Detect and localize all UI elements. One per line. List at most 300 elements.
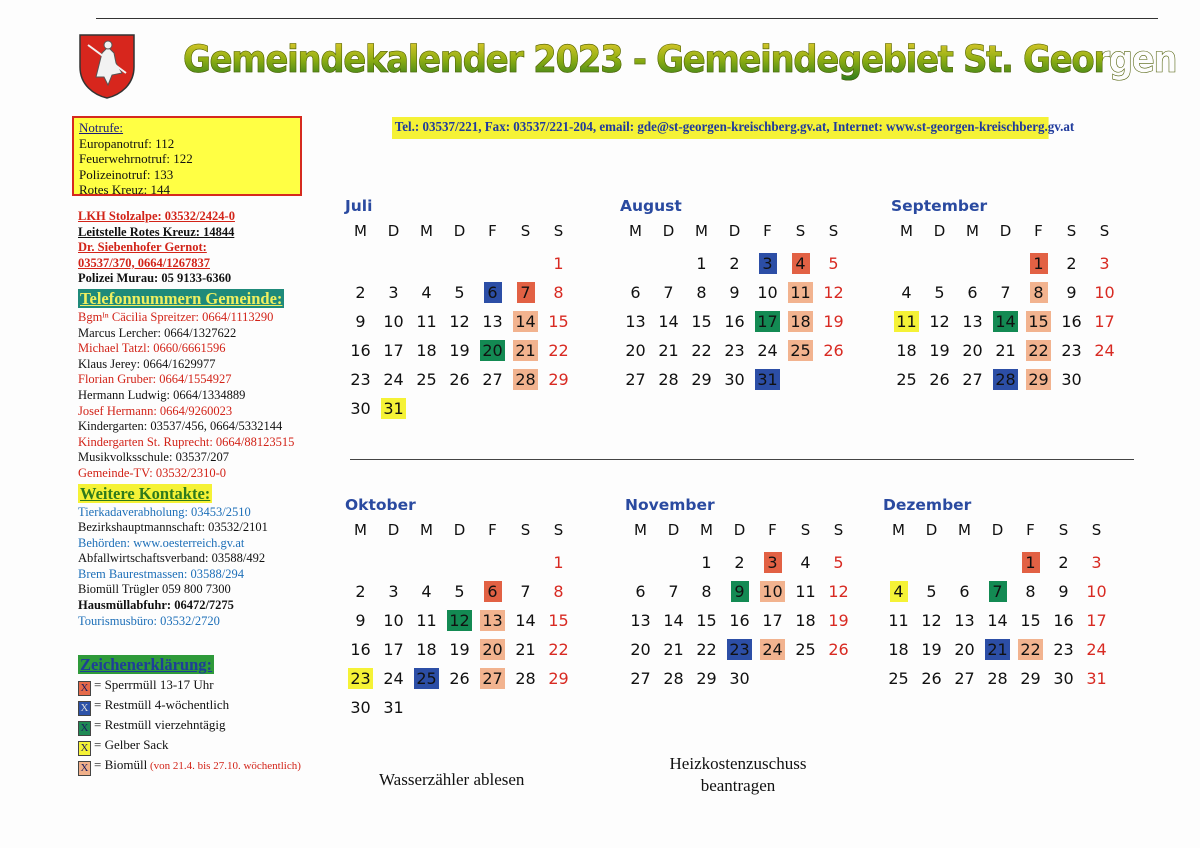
day-cell xyxy=(690,577,723,606)
day-number: 2 xyxy=(1058,553,1069,572)
day-number: 31 xyxy=(383,399,404,418)
page-title: Gemeindekalender 2023 - Gemeindegebiet St. Georgen xyxy=(183,38,1177,81)
day-number: 16 xyxy=(350,341,371,360)
day-number: 28 xyxy=(663,669,684,688)
day-cell xyxy=(822,635,855,664)
day-cell xyxy=(410,336,443,365)
day-cell xyxy=(344,606,377,635)
day-number: 15 xyxy=(548,611,569,630)
day-number: 24 xyxy=(1086,640,1107,659)
day-cell xyxy=(751,249,784,278)
day-number: 19 xyxy=(449,341,470,360)
day-number: 5 xyxy=(454,582,465,601)
day-cell xyxy=(890,365,923,394)
telefon-row: Bgmᴵⁿ Cäcilia Spreitzer: 0664/1113290 xyxy=(78,309,274,324)
weekday-label: M xyxy=(354,222,367,240)
day-number: 2 xyxy=(729,254,740,273)
day-number: 23 xyxy=(724,341,745,360)
day-cell xyxy=(1022,336,1055,365)
month-name: Juli xyxy=(345,197,373,215)
day-number: 8 xyxy=(696,283,707,302)
day-number: 3 xyxy=(388,582,399,601)
day-number: 6 xyxy=(635,582,646,601)
day-cell xyxy=(657,577,690,606)
day-cell xyxy=(410,365,443,394)
legend-note: (von 21.4. bis 27.10. wöchentlich) xyxy=(147,760,301,772)
day-number: 31 xyxy=(757,370,778,389)
day-number: 13 xyxy=(962,312,983,331)
day-cell xyxy=(377,577,410,606)
day-number: 3 xyxy=(1091,553,1102,572)
telefon-list xyxy=(78,310,358,482)
day-cell xyxy=(915,606,948,635)
day-cell xyxy=(542,278,575,307)
day-cell xyxy=(981,577,1014,606)
month-oktober xyxy=(344,495,575,722)
weekday-label: D xyxy=(667,521,680,539)
day-number: 17 xyxy=(1086,611,1107,630)
day-cell xyxy=(443,278,476,307)
day-number: 6 xyxy=(484,581,502,602)
day-cell xyxy=(690,548,723,577)
day-cell xyxy=(718,278,751,307)
day-number: 17 xyxy=(383,341,404,360)
day-cell xyxy=(377,693,410,722)
day-cell xyxy=(817,249,850,278)
day-cell xyxy=(1088,336,1121,365)
telefon-row: Klaus Jerey: 0664/1629977 xyxy=(78,356,216,371)
day-number: 16 xyxy=(729,611,750,630)
month-november xyxy=(624,495,855,693)
weekday-label: D xyxy=(733,521,746,539)
weekday-label: D xyxy=(387,521,400,539)
emergency-line: Europanotruf: 112 xyxy=(79,135,175,151)
coat-of-arms-icon xyxy=(78,33,136,99)
day-cell xyxy=(619,336,652,365)
day-number: 11 xyxy=(888,611,909,630)
day-cell xyxy=(882,635,915,664)
day-number: 26 xyxy=(929,370,950,389)
day-cell xyxy=(509,635,542,664)
day-number: 1 xyxy=(1030,253,1048,274)
day-number: 9 xyxy=(731,581,749,602)
empty-cell xyxy=(377,548,410,577)
weekday-label: S xyxy=(828,222,839,240)
day-cell xyxy=(915,635,948,664)
day-number: 28 xyxy=(515,370,536,389)
telefon-row: Michael Tatzl: 0660/6661596 xyxy=(78,341,226,356)
legend-label: = Sperrmüll 13-17 Uhr xyxy=(94,677,214,692)
day-number: 23 xyxy=(1053,640,1074,659)
day-cell xyxy=(1055,307,1088,336)
day-number: 11 xyxy=(795,582,816,601)
day-number: 2 xyxy=(734,553,745,572)
empty-cell xyxy=(956,249,989,278)
day-number: 25 xyxy=(896,370,917,389)
day-number: 13 xyxy=(625,312,646,331)
day-cell xyxy=(1047,548,1080,577)
day-number: 27 xyxy=(962,370,983,389)
day-cell xyxy=(789,635,822,664)
day-number: 5 xyxy=(828,254,839,273)
emergency-line: Rotes Kreuz: 144 xyxy=(79,182,170,197)
day-number: 18 xyxy=(888,640,909,659)
day-cell xyxy=(1080,577,1113,606)
weekday-label: D xyxy=(387,222,400,240)
day-cell xyxy=(443,664,476,693)
day-cell xyxy=(624,664,657,693)
weekday-label: S xyxy=(1058,521,1069,539)
month-grid xyxy=(344,220,575,423)
day-number: 12 xyxy=(449,312,470,331)
contact-line: Tel.: 03537/221, Fax: 03537/221-204, email: gde@st-georgen-kreischberg.gv.at, Internet: www.st-georgen-kreischberg.gv.at xyxy=(392,117,1049,139)
day-cell xyxy=(948,664,981,693)
day-cell xyxy=(509,336,542,365)
day-number: 28 xyxy=(995,370,1016,389)
day-cell xyxy=(443,577,476,606)
day-number: 22 xyxy=(691,341,712,360)
day-number: 14 xyxy=(987,611,1008,630)
day-cell xyxy=(1014,606,1047,635)
day-cell xyxy=(723,577,756,606)
month-august xyxy=(619,196,850,394)
day-cell xyxy=(822,548,855,577)
day-cell xyxy=(476,664,509,693)
day-cell xyxy=(890,278,923,307)
weekday-label: D xyxy=(453,222,466,240)
weekday-label: D xyxy=(999,222,1012,240)
day-number: 13 xyxy=(482,312,503,331)
day-cell xyxy=(981,664,1014,693)
middle-divider xyxy=(350,459,1134,460)
day-number: 15 xyxy=(691,312,712,331)
day-number: 5 xyxy=(934,283,945,302)
day-cell xyxy=(948,577,981,606)
day-number: 10 xyxy=(762,582,783,601)
day-cell xyxy=(542,336,575,365)
day-number: 6 xyxy=(959,582,970,601)
telefon-row: Musikvolksschule: 03537/207 xyxy=(78,450,230,465)
day-number: 22 xyxy=(548,341,569,360)
day-cell xyxy=(882,577,915,606)
day-number: 14 xyxy=(515,611,536,630)
day-cell xyxy=(1088,249,1121,278)
day-number: 9 xyxy=(355,312,366,331)
day-cell xyxy=(377,365,410,394)
day-number: 29 xyxy=(691,370,712,389)
contact-row: LKH Stolzalpe: 03532/2424-0 xyxy=(78,209,235,223)
day-number: 22 xyxy=(696,640,717,659)
empty-cell xyxy=(989,249,1022,278)
day-number: 25 xyxy=(790,341,811,360)
weekday-label: F xyxy=(488,521,497,539)
day-number: 3 xyxy=(1099,254,1110,273)
empty-cell xyxy=(410,249,443,278)
weekday-label: F xyxy=(1026,521,1035,539)
month-grid xyxy=(619,220,850,394)
day-number: 29 xyxy=(548,370,569,389)
weekday-label: D xyxy=(933,222,946,240)
day-number: 1 xyxy=(553,254,564,273)
day-number: 14 xyxy=(995,312,1016,331)
day-cell xyxy=(344,577,377,606)
day-number: 16 xyxy=(350,640,371,659)
day-cell xyxy=(443,336,476,365)
weekday-label: M xyxy=(900,222,913,240)
emergency-box xyxy=(72,116,302,196)
day-number: 5 xyxy=(833,553,844,572)
empty-cell xyxy=(509,548,542,577)
day-number: 15 xyxy=(1020,611,1041,630)
day-number: 8 xyxy=(553,582,564,601)
day-cell xyxy=(956,307,989,336)
day-cell xyxy=(410,664,443,693)
day-cell xyxy=(751,336,784,365)
day-number: 31 xyxy=(383,698,404,717)
day-number: 10 xyxy=(383,611,404,630)
day-cell xyxy=(1014,577,1047,606)
day-cell xyxy=(948,635,981,664)
day-cell xyxy=(542,249,575,278)
important-contacts xyxy=(78,209,358,287)
day-cell xyxy=(652,336,685,365)
weekday-label: M xyxy=(958,521,971,539)
day-cell xyxy=(476,577,509,606)
empty-cell xyxy=(652,249,685,278)
day-number: 1 xyxy=(553,553,564,572)
weekday-label: M xyxy=(695,222,708,240)
day-cell xyxy=(410,635,443,664)
day-cell xyxy=(784,278,817,307)
day-number: 30 xyxy=(1053,669,1074,688)
day-cell xyxy=(476,307,509,336)
empty-cell xyxy=(476,548,509,577)
weitere-heading: Weitere Kontakte: xyxy=(80,483,211,503)
day-number: 30 xyxy=(724,370,745,389)
weekday-label: D xyxy=(925,521,938,539)
legend-label: = Restmüll vierzehntägig xyxy=(94,717,226,732)
day-cell xyxy=(509,606,542,635)
day-number: 26 xyxy=(449,370,470,389)
weitere-row: Bezirkshauptmannschaft: 03532/2101 xyxy=(78,520,268,535)
day-cell xyxy=(509,577,542,606)
day-number: 2 xyxy=(355,582,366,601)
day-cell xyxy=(619,278,652,307)
legend xyxy=(78,653,301,776)
day-number: 21 xyxy=(515,640,536,659)
day-cell xyxy=(756,606,789,635)
day-number: 26 xyxy=(828,640,849,659)
weekday-label: S xyxy=(520,222,531,240)
day-cell xyxy=(344,336,377,365)
month-dezember xyxy=(882,495,1113,693)
day-number: 10 xyxy=(383,312,404,331)
day-cell xyxy=(1055,365,1088,394)
weekday-label: M xyxy=(629,222,642,240)
weekday-label: S xyxy=(553,222,564,240)
day-cell xyxy=(443,307,476,336)
day-number: 24 xyxy=(1094,341,1115,360)
legend-swatch: X xyxy=(78,761,91,776)
day-cell xyxy=(789,577,822,606)
day-number: 27 xyxy=(625,370,646,389)
day-cell xyxy=(377,307,410,336)
day-cell xyxy=(542,635,575,664)
day-number: 6 xyxy=(484,282,502,303)
day-number: 10 xyxy=(1086,582,1107,601)
weekday-label: S xyxy=(1091,521,1102,539)
day-cell xyxy=(822,606,855,635)
weitere-row: Brem Baurestmassen: 03588/294 xyxy=(78,566,244,581)
day-cell xyxy=(1047,577,1080,606)
day-cell xyxy=(1080,635,1113,664)
day-cell xyxy=(751,365,784,394)
weitere-row: Biomüll Trügler 059 800 7300 xyxy=(78,582,231,597)
day-number: 4 xyxy=(792,253,810,274)
day-number: 20 xyxy=(625,341,646,360)
day-cell xyxy=(542,664,575,693)
day-cell xyxy=(890,336,923,365)
day-cell xyxy=(690,606,723,635)
day-cell xyxy=(882,664,915,693)
day-number: 6 xyxy=(630,283,641,302)
day-cell xyxy=(1080,606,1113,635)
day-number: 18 xyxy=(790,312,811,331)
day-number: 4 xyxy=(421,283,432,302)
weekday-label: S xyxy=(795,222,806,240)
day-cell xyxy=(685,365,718,394)
day-cell xyxy=(476,365,509,394)
weekday-label: S xyxy=(1099,222,1110,240)
day-number: 29 xyxy=(1028,370,1049,389)
contact-row: 03537/370, 0664/1267837 xyxy=(78,255,210,270)
weekday-label: M xyxy=(420,222,433,240)
empty-cell xyxy=(624,548,657,577)
empty-cell xyxy=(443,548,476,577)
day-cell xyxy=(410,606,443,635)
day-cell xyxy=(718,249,751,278)
day-cell xyxy=(751,278,784,307)
weekday-label: S xyxy=(800,521,811,539)
day-cell xyxy=(1014,548,1047,577)
weekday-label: M xyxy=(966,222,979,240)
day-cell xyxy=(956,336,989,365)
day-cell xyxy=(723,664,756,693)
day-cell xyxy=(344,394,377,423)
day-cell xyxy=(882,606,915,635)
day-number: 19 xyxy=(828,611,849,630)
day-cell xyxy=(1022,278,1055,307)
weekday-label: D xyxy=(453,521,466,539)
day-cell xyxy=(619,307,652,336)
day-cell xyxy=(751,307,784,336)
weitere-list xyxy=(78,505,358,630)
day-cell xyxy=(1022,307,1055,336)
day-number: 9 xyxy=(355,611,366,630)
empty-cell xyxy=(443,249,476,278)
day-number: 11 xyxy=(790,283,811,302)
empty-cell xyxy=(948,548,981,577)
day-number: 24 xyxy=(383,669,404,688)
emergency-heading: Notrufe: xyxy=(79,120,124,135)
day-cell xyxy=(784,336,817,365)
telefon-row: Josef Hermann: 0664/9260023 xyxy=(78,403,233,418)
day-number: 12 xyxy=(828,582,849,601)
day-cell xyxy=(1014,664,1047,693)
day-number: 27 xyxy=(482,669,503,688)
day-number: 30 xyxy=(729,669,750,688)
day-cell xyxy=(344,664,377,693)
day-cell xyxy=(344,278,377,307)
day-cell xyxy=(956,365,989,394)
day-cell xyxy=(1088,307,1121,336)
legend-label: = Gelber Sack xyxy=(94,737,169,752)
day-cell xyxy=(476,635,509,664)
day-number: 13 xyxy=(954,611,975,630)
weekday-label: D xyxy=(662,222,675,240)
day-number: 15 xyxy=(548,312,569,331)
day-cell xyxy=(1022,365,1055,394)
day-cell xyxy=(723,548,756,577)
day-number: 15 xyxy=(1028,312,1049,331)
day-number: 11 xyxy=(896,312,917,331)
day-number: 29 xyxy=(548,669,569,688)
day-number: 19 xyxy=(921,640,942,659)
day-cell xyxy=(476,278,509,307)
day-cell xyxy=(542,548,575,577)
day-number: 4 xyxy=(800,553,811,572)
telefon-row: Kindergarten St. Ruprecht: 0664/88123515 xyxy=(78,434,295,449)
day-cell xyxy=(657,635,690,664)
day-number: 26 xyxy=(449,669,470,688)
day-number: 23 xyxy=(729,640,750,659)
day-cell xyxy=(657,606,690,635)
day-cell xyxy=(784,249,817,278)
weekday-label: M xyxy=(892,521,905,539)
day-number: 20 xyxy=(630,640,651,659)
day-cell xyxy=(1047,664,1080,693)
day-cell xyxy=(509,664,542,693)
day-number: 12 xyxy=(823,283,844,302)
day-number: 22 xyxy=(1020,640,1041,659)
weitere-row: Hausmüllabfuhr: 06472/7275 xyxy=(78,598,234,613)
day-number: 18 xyxy=(795,611,816,630)
month-grid xyxy=(890,220,1121,394)
day-number: 17 xyxy=(757,312,778,331)
day-cell xyxy=(542,606,575,635)
day-cell xyxy=(624,577,657,606)
day-number: 1 xyxy=(701,553,712,572)
legend-swatch: X xyxy=(78,721,91,736)
day-number: 2 xyxy=(355,283,366,302)
day-number: 24 xyxy=(762,640,783,659)
day-number: 17 xyxy=(1094,312,1115,331)
empty-cell xyxy=(923,249,956,278)
note-heizkosten-line: beantragen xyxy=(700,776,776,795)
emergency-line: Feuerwehrnotruf: 122 xyxy=(79,151,193,166)
day-cell xyxy=(981,606,1014,635)
day-number: 27 xyxy=(482,370,503,389)
day-number: 11 xyxy=(416,611,437,630)
day-cell xyxy=(377,635,410,664)
day-number: 28 xyxy=(515,669,536,688)
day-cell xyxy=(723,606,756,635)
contact-row: Polizei Murau: 05 9133-6360 xyxy=(78,271,232,286)
contact-row: Dr. Siebenhofer Gernot: xyxy=(78,240,207,255)
day-number: 7 xyxy=(1000,283,1011,302)
day-cell xyxy=(690,664,723,693)
emergency-line: Polizeinotruf: 133 xyxy=(79,166,174,182)
